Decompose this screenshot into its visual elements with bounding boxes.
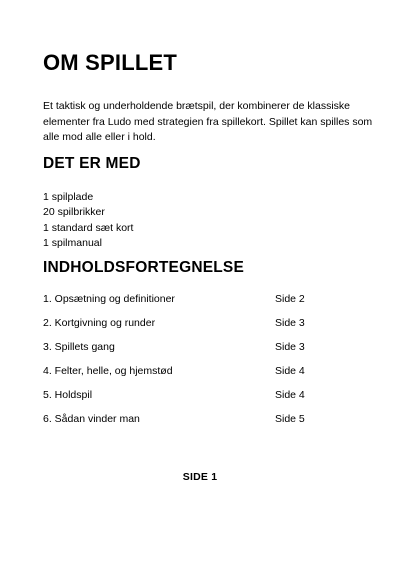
toc-entry-page: Side 2 [275,293,305,305]
toc-entry-title: 6. Sådan vinder man [43,413,140,425]
toc-entry [43,292,313,316]
toc-entry [43,340,313,364]
contents-heading: DET ER MED [43,155,141,172]
intro-paragraph: Et taktisk og underholdende brætspil, der kombinerer de klassiske elementer fra Ludo med strategien fra spillekort. Spillet kan spilles som alle mod alle eller i hold. [43,100,373,143]
contents-list [43,190,133,251]
contents-item: 1 spilmanual [43,236,102,249]
toc-entry [43,364,313,388]
toc-entry-page: Side 3 [275,341,305,353]
toc-entry [43,316,313,340]
table-of-contents [43,292,313,436]
page-number-footer: SIDE 1 [182,471,218,483]
toc-entry-title: 4. Felter, helle, og hjemstød [43,365,173,377]
toc-entry-page: Side 4 [275,365,305,377]
toc-entry-title: 1. Opsætning og definitioner [43,293,175,305]
toc-entry-page: Side 5 [275,413,305,425]
toc-entry [43,412,313,436]
page-title: OM SPILLET [43,50,177,75]
toc-entry-title: 2. Kortgivning og runder [43,317,156,329]
toc-entry [43,388,313,412]
toc-entry-title: 5. Holdspil [43,389,93,401]
contents-item: 1 spilplade [43,191,94,203]
contents-item: 1 standard sæt kort [43,221,134,234]
toc-heading: INDHOLDSFORTEGNELSE [43,259,245,276]
toc-entry-page: Side 4 [275,389,305,401]
contents-item: 20 spilbrikker [43,206,105,219]
toc-entry-page: Side 3 [275,317,305,329]
toc-entry-title: 3. Spillets gang [43,341,115,353]
